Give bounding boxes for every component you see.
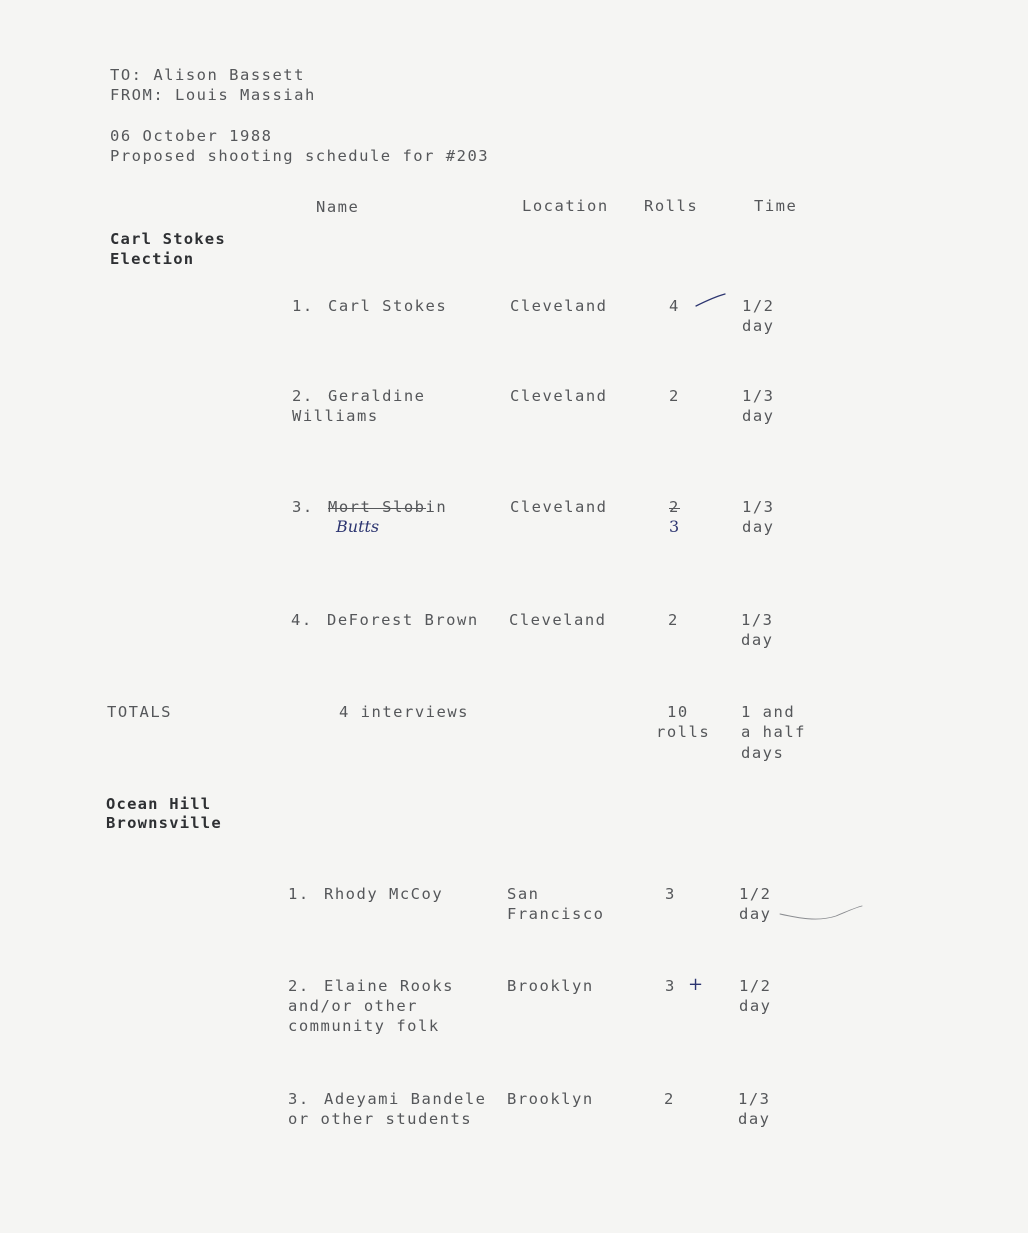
- location: Cleveland: [510, 387, 608, 405]
- location: Brooklyn: [507, 1090, 594, 1108]
- totals-interviews: 4 interviews: [339, 703, 469, 721]
- time: 1/3: [742, 387, 775, 405]
- section-title-line2: Election: [110, 250, 195, 268]
- interviewee-name-continued: or other students: [288, 1110, 473, 1128]
- time-unit: day: [741, 631, 774, 649]
- section-title-carl-stokes-election: Carl Stokes: [110, 230, 226, 248]
- column-header-rolls: Rolls: [644, 197, 699, 215]
- interviewee-name-continued: and/or other: [288, 997, 418, 1015]
- name-remainder: in: [425, 498, 448, 516]
- time-unit: day: [742, 317, 775, 335]
- interviewee-name: Carl Stokes: [328, 297, 448, 315]
- time: 1/2: [739, 885, 772, 903]
- rolls: 2: [668, 611, 679, 629]
- rolls: 2: [664, 1090, 675, 1108]
- memo-subject: Proposed shooting schedule for #203: [110, 147, 490, 165]
- time-unit: day: [742, 407, 775, 425]
- row-number: 2.: [288, 977, 310, 995]
- location: Brooklyn: [507, 977, 594, 995]
- memo-date: 06 October 1988: [110, 127, 273, 145]
- rolls-struck: [669, 497, 680, 517]
- time: 1/2: [742, 297, 775, 315]
- totals-time-continued: a half: [741, 723, 806, 741]
- struck-rolls: 2: [669, 498, 680, 516]
- row-number: 3.: [292, 498, 314, 516]
- memo-to: TO: Alison Bassett: [110, 66, 305, 84]
- time-unit: day: [739, 997, 772, 1015]
- interviewee-name: Adeyami Bandele: [324, 1090, 487, 1108]
- rolls: 4: [669, 297, 680, 315]
- section-title-line2: Brownsville: [106, 814, 222, 832]
- handwritten-plus: +: [688, 974, 704, 995]
- location: Cleveland: [509, 611, 607, 629]
- totals-time: 1 and: [741, 703, 796, 721]
- time-unit: day: [739, 905, 772, 923]
- interviewee-name: DeForest Brown: [327, 611, 479, 629]
- column-header-name: Name: [316, 198, 360, 216]
- location: Cleveland: [510, 498, 608, 516]
- handwritten-rolls: 3: [669, 517, 680, 536]
- totals-time-unit: days: [741, 744, 785, 762]
- interviewee-name-corrected: [328, 497, 447, 517]
- time-unit: day: [742, 518, 775, 536]
- time: 1/3: [742, 498, 775, 516]
- row-number: 1.: [292, 297, 314, 315]
- interviewee-name: Elaine Rooks: [324, 977, 454, 995]
- totals-rolls-unit: rolls: [656, 723, 711, 741]
- section-title-ocean-hill-brownsville: Ocean Hill: [106, 795, 212, 813]
- row-number: 1.: [288, 885, 310, 903]
- memo-from: FROM: Louis Massiah: [110, 86, 316, 104]
- location: Cleveland: [510, 297, 608, 315]
- rolls: 3: [665, 885, 676, 903]
- column-header-location: Location: [522, 197, 609, 215]
- time: 1/3: [738, 1090, 771, 1108]
- location-continued: Francisco: [507, 905, 605, 923]
- interviewee-name: Geraldine: [328, 387, 426, 405]
- totals-label: TOTALS: [107, 703, 172, 721]
- time-unit: day: [738, 1110, 771, 1128]
- row-number: 3.: [288, 1090, 310, 1108]
- row-number: 4.: [291, 611, 313, 629]
- interviewee-name: Rhody McCoy: [324, 885, 444, 903]
- row-number: 2.: [292, 387, 314, 405]
- rolls: 3: [665, 977, 676, 995]
- handwritten-check-mark: [694, 292, 728, 308]
- struck-name: Mort Slob: [328, 498, 426, 516]
- handwritten-pencil-stroke: [778, 900, 868, 924]
- rolls: 2: [669, 387, 680, 405]
- column-header-time: Time: [754, 197, 798, 215]
- totals-rolls: 10: [667, 703, 689, 721]
- time: 1/2: [739, 977, 772, 995]
- interviewee-name-continued: Williams: [292, 407, 379, 425]
- handwritten-name: Butts: [336, 517, 380, 536]
- time: 1/3: [741, 611, 774, 629]
- interviewee-name-continued: community folk: [288, 1017, 440, 1035]
- location: San: [507, 885, 540, 903]
